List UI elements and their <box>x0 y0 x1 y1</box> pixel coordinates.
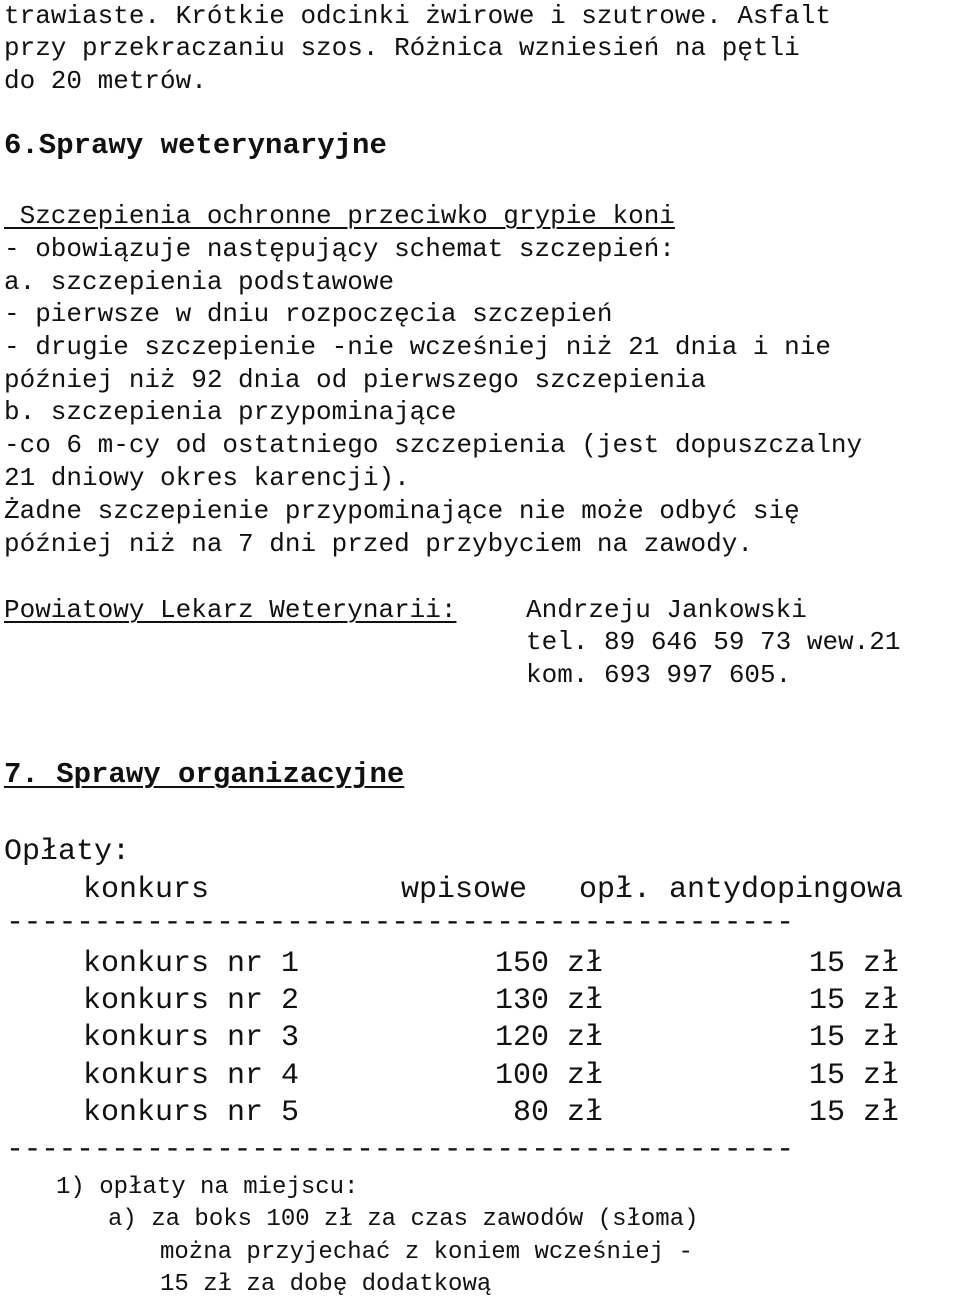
section-6-line: - drugie szczepienie -nie wcześniej niż 21 dnia i nie <box>4 332 831 362</box>
section-6-line: -co 6 m-cy od ostatniego szczepienia (jest dopuszczalny <box>4 430 863 460</box>
vet-label: Powiatowy Lekarz Weterynarii: <box>4 595 457 625</box>
row-entry-fee: 80 zł <box>512 1096 603 1130</box>
column-header-antydoping: opł. antydopingowa <box>579 873 904 907</box>
table-row <box>83 1058 913 1095</box>
row-entry-fee: 100 zł <box>494 1059 603 1093</box>
notes-subitem: 15 zł za dobę dodatkową <box>160 1271 492 1298</box>
table-separator: --------------------------------------------- <box>6 1133 794 1167</box>
column-header-konkurs: konkurs <box>83 873 210 907</box>
section-6-line: później niż na 7 dni przed przybyciem na zawody. <box>4 529 753 559</box>
section-6-line: 21 dniowy okres karencji). <box>4 463 410 493</box>
column-header-wpisowe: wpisowe <box>401 873 528 907</box>
table-row <box>83 1020 913 1057</box>
row-name: konkurs nr 2 <box>83 984 300 1018</box>
vet-name: Andrzeju Jankowski <box>526 595 807 625</box>
section-6-line: później niż 92 dnia od pierwszego szczepienia <box>4 365 707 395</box>
row-doping-fee: 15 zł <box>808 984 899 1018</box>
intro-line: trawiaste. Krótkie odcinki żwirowe i szutrowe. Asfalt <box>4 1 831 31</box>
row-doping-fee: 15 zł <box>808 1021 899 1055</box>
fees-label: Opłaty: <box>4 835 131 869</box>
vet-mobile: kom. 693 997 605. <box>526 660 792 690</box>
row-name: konkurs nr 3 <box>83 1021 300 1055</box>
table-row <box>83 1095 913 1132</box>
row-doping-fee: 15 zł <box>808 1096 899 1130</box>
table-row <box>83 946 913 983</box>
notes-subitem: a) za boks 100 zł za czas zawodów (słoma) <box>108 1206 699 1233</box>
row-entry-fee: 150 zł <box>494 947 603 981</box>
table-row <box>83 983 913 1020</box>
table-separator: --------------------------------------------- <box>6 906 794 940</box>
fees-table-header <box>83 872 943 909</box>
row-entry-fee: 130 zł <box>494 984 603 1018</box>
notes-item: 1) opłaty na miejscu: <box>56 1174 359 1201</box>
row-name: konkurs nr 5 <box>83 1096 300 1130</box>
row-name: konkurs nr 4 <box>83 1059 300 1093</box>
row-doping-fee: 15 zł <box>808 1059 899 1093</box>
section-6-line: - pierwsze w dniu rozpoczęcia szczepień <box>4 299 613 329</box>
intro-line: do 20 metrów. <box>4 66 207 96</box>
row-doping-fee: 15 zł <box>808 947 899 981</box>
section-6-line: a. szczepienia podstawowe <box>4 267 395 297</box>
row-entry-fee: 120 zł <box>494 1021 603 1055</box>
section-6-line: - obowiązuje następujący schemat szczepień: <box>4 234 675 264</box>
vet-phone: tel. 89 646 59 73 wew.21 <box>526 627 901 657</box>
section-6-line: b. szczepienia przypominające <box>4 397 457 427</box>
intro-line: przy przekraczaniu szos. Różnica wzniesień na pętli <box>4 33 800 63</box>
notes-subitem: można przyjechać z koniem wcześniej - <box>160 1239 693 1266</box>
section-6-heading: 6.Sprawy weterynaryjne <box>4 129 387 162</box>
section-7-heading: 7. Sprawy organizacyjne <box>4 758 405 791</box>
row-name: konkurs nr 1 <box>83 947 300 981</box>
vaccination-title: Szczepienia ochronne przeciwko grypie koni <box>4 201 675 231</box>
section-6-line: Żadne szczepienie przypominające nie może odbyć się <box>4 496 800 526</box>
